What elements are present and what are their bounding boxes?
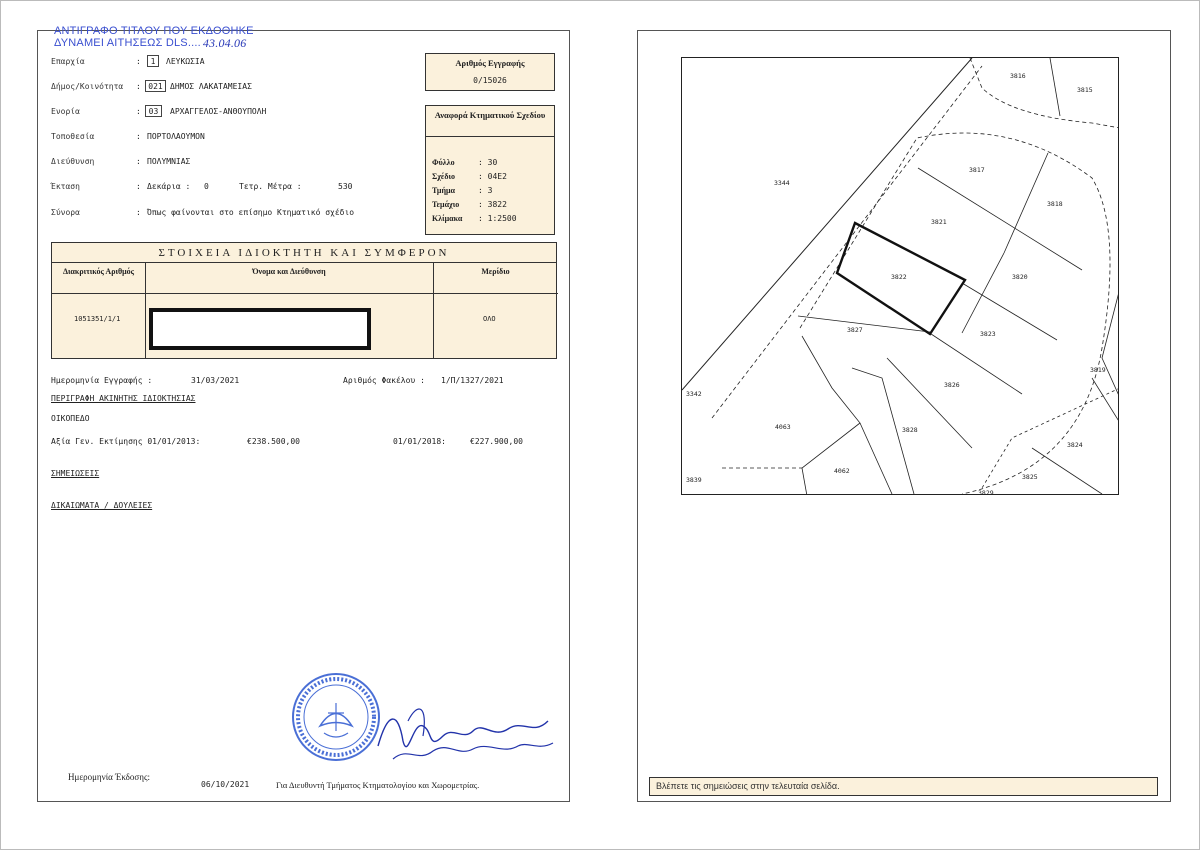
road-dashed-line	[970, 58, 1119, 128]
plot-boundary	[802, 336, 860, 495]
stamp-handwritten-number: 43.04.06	[202, 36, 247, 50]
plan-ref-value: : 30	[478, 158, 498, 167]
plot-boundary	[887, 358, 972, 448]
plot-label: 3818	[1047, 200, 1063, 208]
district-name: ΛΕΥΚΩΣΙΑ	[166, 57, 205, 66]
issue-date-label: Ημερομηνία Έκδοσης:	[68, 772, 151, 782]
valuation-2013: €238.500,00	[247, 437, 300, 446]
cadastral-map	[681, 57, 1119, 495]
plot-label: 3829	[978, 489, 994, 495]
plan-ref-value: : 3822	[478, 200, 507, 209]
plot-label: 3826	[944, 381, 960, 389]
parish-name: ΑΡΧΑΓΓΕΛΟΣ-ΑΝΘΟΥΠΟΛΗ	[170, 107, 267, 116]
plot-boundary	[1050, 58, 1060, 116]
valuation-2018-label: 01/01/2018:	[393, 437, 446, 446]
plan-ref-key: Τεμάχιο	[432, 200, 460, 209]
municipality-code: 021	[145, 80, 166, 92]
registration-title: Αριθμός Εγγραφής	[455, 58, 525, 68]
plot-boundary	[1102, 288, 1119, 398]
cadastral-plan-page	[637, 30, 1171, 802]
signature	[368, 691, 568, 771]
owner-row-id: 1051351/1/1	[74, 315, 121, 323]
plan-ref-key: Φύλλο	[432, 158, 455, 167]
notes-heading: ΣΗΜΕΙΩΣΕΙΣ	[51, 469, 100, 478]
district-label: Επαρχία	[51, 57, 85, 66]
stamp-line-1: ΑΝΤΙΓΡΑΦΟ ΤΙΤΛΟΥ ΠΟΥ ΕΚΔΟΘΗΚΕ	[54, 25, 254, 37]
district-code: 1	[147, 55, 159, 67]
property-description-heading: ΠΕΡΙΓΡΑΦΗ ΑΚΙΝΗΤΗΣ ΙΔΙΟΚΤΗΣΙΑΣ	[51, 394, 196, 403]
redacted-owner-name	[149, 308, 371, 350]
plan-ref-value: : 1:2500	[478, 214, 517, 223]
plot-label: 3824	[1067, 441, 1083, 449]
municipality-name: ΔΗΜΟΣ ΛΑΚΑΤΑΜΕΙΑΣ	[170, 82, 252, 91]
plan-ref-key: Τμήμα	[432, 186, 455, 195]
plan-reference-title: Αναφορά Κτηματικού Σχεδίου	[426, 106, 554, 137]
plan-ref-value: : 3	[478, 186, 493, 195]
road-edge-line	[682, 58, 972, 390]
extent-sqm: 530	[338, 182, 353, 191]
plan-ref-value: : 04E2	[478, 172, 507, 181]
plot-label: 3817	[969, 166, 985, 174]
parish-code: 03	[145, 105, 162, 117]
registration-number: 0/15026	[473, 76, 507, 85]
plot-boundary	[798, 316, 930, 332]
issuing-authority: Για Διευθυντή Τμήματος Κτηματολογίου και Χωρομετρίας.	[276, 780, 480, 790]
owner-col-share: Μερίδιο	[433, 263, 558, 294]
municipality-label: Δήμος/Κοινότητα	[51, 82, 124, 91]
plan-ref-row	[432, 200, 507, 209]
extent-decares-label: Δεκάρια :	[147, 182, 191, 191]
extent-label: Έκταση	[51, 182, 80, 191]
extent-sqm-label: Τετρ. Μέτρα :	[239, 182, 302, 191]
file-number: 1/Π/1327/2021	[441, 376, 504, 385]
plot-label: 3823	[980, 330, 996, 338]
plan-reference-box	[425, 105, 555, 235]
plan-ref-key: Κλίμακα	[432, 214, 463, 223]
plot-label: 3819	[1090, 366, 1106, 374]
plot-label: 3821	[931, 218, 947, 226]
plot-label: 3822	[891, 273, 907, 281]
owner-table-title: ΣΤΟΙΧΕΙΑ ΙΔΙΟΚΤΗΤΗ ΚΑΙ ΣΥΜΦΕΡΟΝ	[52, 243, 556, 263]
plot-label: 3828	[902, 426, 918, 434]
plot-boundary	[962, 253, 1004, 333]
plot-label: 3839	[686, 476, 702, 484]
plan-ref-key: Σχέδιο	[432, 172, 455, 181]
registration-date-label: Ημερομηνία Εγγραφής :	[51, 376, 153, 385]
plot-boundary	[962, 283, 1057, 340]
cadastral-map-svg	[682, 58, 1119, 495]
plan-ref-row	[432, 214, 517, 223]
plot-label: 3827	[847, 326, 863, 334]
title-deed-page: ΑΝΤΙΓΡΑΦΟ ΤΙΤΛΟΥ ΠΟΥ ΕΚΔΟΘΗΚΕ ΔΥΝΑΜΕΙ ΑΙΤΗΣΕΩΣ DLS.... 43.04.06 Επαρχία : 1 ΛΕΥΚΩΣΙΑ Δήμος/Κοινότητα : 021 ΔΗΜΟΣ ΛΑΚΑΤΑΜΕΙΑΣ Ενορία : 03 ΑΡΧΑΓΓΕΛΟΣ-ΑΝΘΟΥΠΟΛΗ Τοποθεσία : ΠΟΡΤΟΛΑΟΥΜΟΝ Διεύθυνση : ΠΟΛΥΜΝΙΑΣ Έκταση : Δεκάρια : 0 Τετρ. Μέτρα : 530 Σύνορα : Όπως φαίνονται στο επίσημο Κτηματικό σχέδιο Αριθμός Εγγραφής 0/15026 Αναφορά Κτηματικού Σχεδίου Φύλλο : 30 Σχέδιο : 04E2 Τμήμα : 3 Τεμάχιο : 3822 Κλίμακα : 1:2500 ΣΤΟΙΧΕΙΑ ΙΔΙΟΚΤΗΤΗ ΚΑΙ ΣΥΜΦΕΡΟΝ Διακριτικός Αριθμός Όνομα και Διεύθυνση Μερίδιο 1051351/1/1 ΟΛΟ Ημερομηνία Εγγραφής : 31/03/2021 Αριθμός Φακέλου : 1/Π/1327/2021 ΠΕΡΙΓΡΑΦΗ ΑΚΙΝΗΤΗΣ ΙΔΙΟΚΤΗΣΙΑΣ ΟΙΚΟΠΕΔΟ Αξία Γεν. Εκτίμησης 01/01/2013: €238.500,00 01/01/2018: €227.900,00 ΣΗΜΕΙΩΣΕΙΣ ΔΙΚΑΙΩΜΑΤΑ / ΔΟΥΛΕΙΕΣ Ημερομηνία Έκδοσης: 06/10/2021 Για Διευθυντή Τμήματος Κτηματολογίου και Χωρομετρίας.	[37, 30, 570, 802]
plot-label: 3342	[686, 390, 702, 398]
parish-label: Ενορία	[51, 107, 80, 116]
locality-label: Τοποθεσία	[51, 132, 95, 141]
owner-col-name: Όνομα και Διεύθυνση	[145, 263, 433, 294]
locality-value: ΠΟΡΤΟΛΑΟΥΜΟΝ	[147, 132, 205, 141]
plot-boundary	[860, 423, 892, 494]
owner-table	[51, 242, 557, 359]
valuation-2013-label: Αξία Γεν. Εκτίμησης 01/01/2013:	[51, 437, 201, 446]
owner-row-share: ΟΛΟ	[483, 315, 496, 323]
plot-boundary	[1092, 378, 1119, 423]
block-dashed-outline	[800, 133, 1110, 494]
plot-boundary	[1004, 153, 1048, 253]
plot-label: 3344	[774, 179, 790, 187]
plot-boundary	[1032, 448, 1102, 494]
address-label: Διεύθυνση	[51, 157, 95, 166]
plot-label: 3820	[1012, 273, 1028, 281]
plan-ref-row	[432, 172, 507, 181]
plot-label: 4063	[775, 423, 791, 431]
boundaries-value: Όπως φαίνονται στο επίσημο Κτηματικό σχέδιο	[147, 208, 355, 217]
plot-label: 3825	[1022, 473, 1038, 481]
registration-date: 31/03/2021	[191, 376, 240, 385]
boundaries-label: Σύνορα	[51, 208, 80, 217]
notes-reference-box	[649, 777, 1158, 796]
plan-ref-row	[432, 158, 497, 167]
plot-label: 3816	[1010, 72, 1026, 80]
plan-ref-row	[432, 186, 492, 195]
plot-label: 3815	[1077, 86, 1093, 94]
road-dashed-line	[982, 388, 1119, 488]
registration-box	[425, 53, 555, 91]
extent-decares: 0	[204, 182, 209, 191]
copy-stamp	[54, 25, 254, 49]
valuation-2018: €227.900,00	[470, 437, 523, 446]
address-value: ΠΟΛΥΜΝΙΑΣ	[147, 157, 191, 166]
plot-label: 4062	[834, 467, 850, 475]
notes-reference-text: Βλέπετε τις σημειώσεις στην τελευταία σελίδα.	[656, 781, 840, 791]
owner-col-id: Διακριτικός Αριθμός	[52, 263, 145, 294]
plot-boundary	[922, 328, 1022, 394]
stamp-line-2: ΔΥΝΑΜΕΙ ΑΙΤΗΣΕΩΣ DLS....	[54, 37, 201, 49]
property-type: ΟΙΚΟΠΕΔΟ	[51, 414, 90, 423]
issue-date: 06/10/2021	[201, 780, 250, 789]
file-number-label: Αριθμός Φακέλου :	[343, 376, 425, 385]
rights-heading: ΔΙΚΑΙΩΜΑΤΑ / ΔΟΥΛΕΙΕΣ	[51, 501, 153, 510]
